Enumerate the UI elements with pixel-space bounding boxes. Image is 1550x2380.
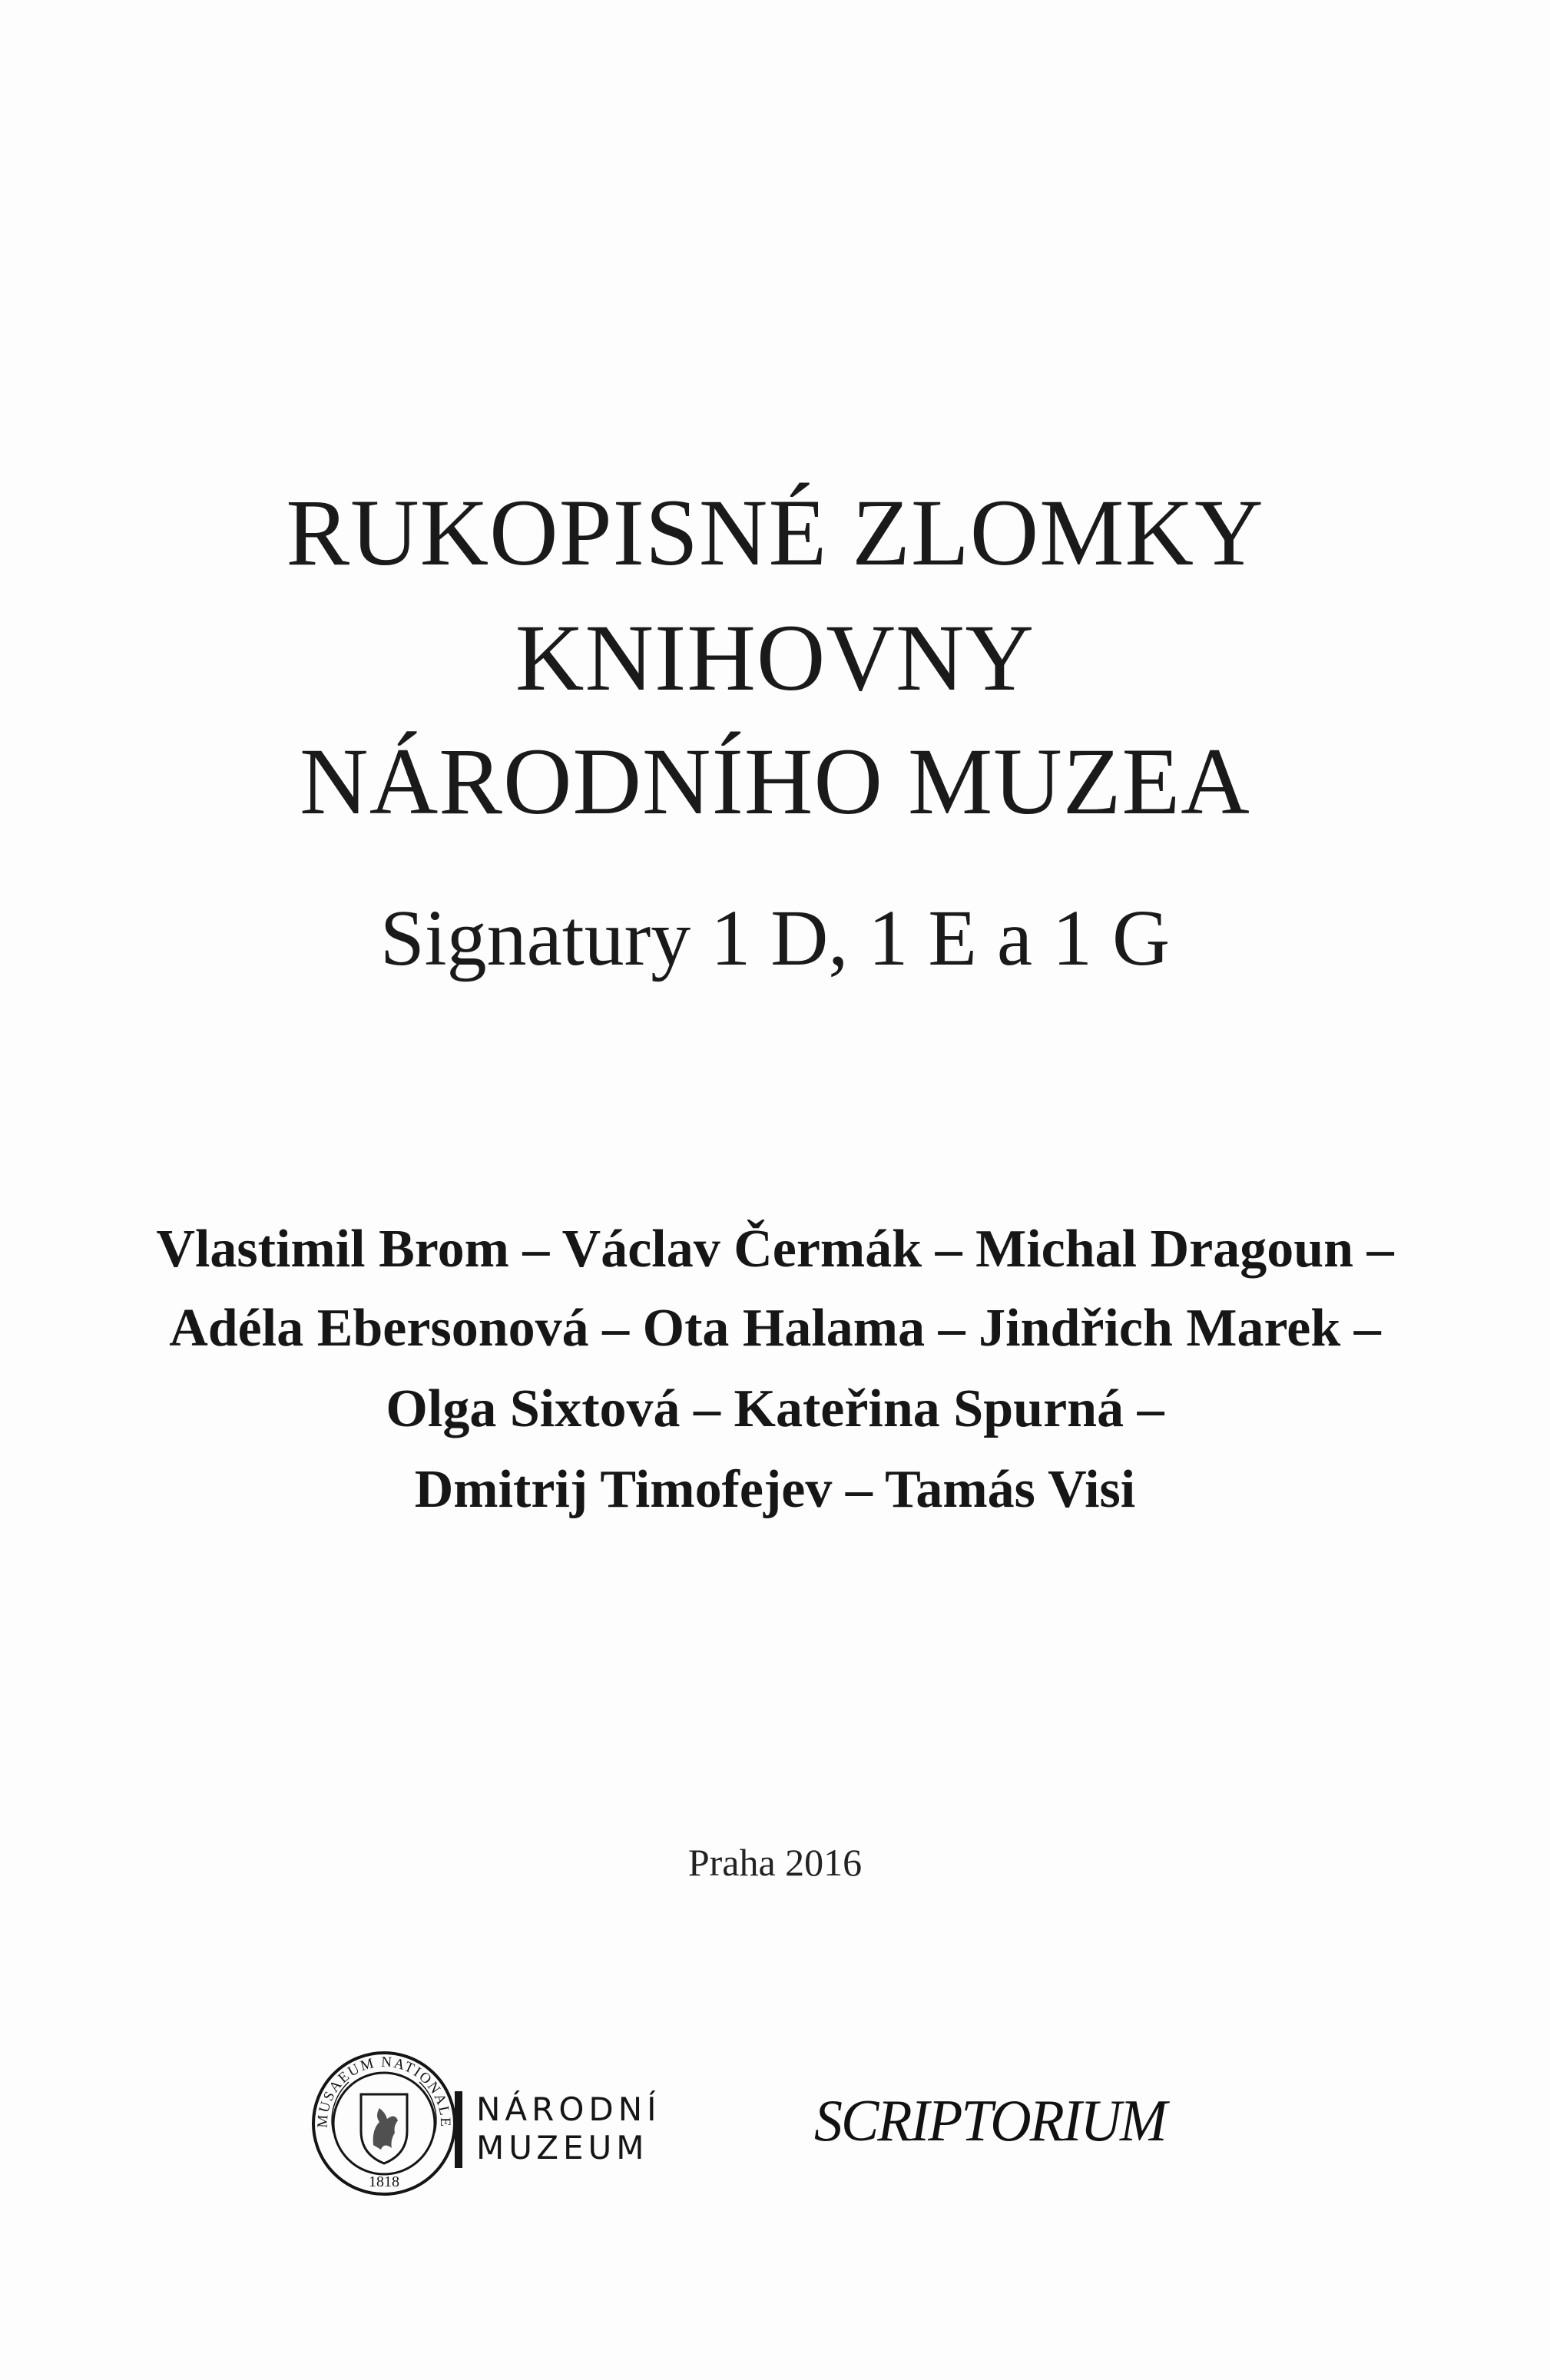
title-line-1: RUKOPISNÉ ZLOMKY — [286, 480, 1264, 585]
seal-text-top: MUSAEUM NATIONALE — [314, 2054, 454, 2129]
subtitle: Signatury 1 D, 1 E a 1 G — [379, 894, 1171, 982]
seal-year: 1818 — [369, 2173, 399, 2190]
authors-line-1: Vlastimil Brom – Václav Čermák – Michal Dragoun – — [156, 1220, 1394, 1279]
logo-divider-bar — [455, 2091, 462, 2168]
authors-line-3: Olga Sixtová – Kateřina Spurná – — [386, 1379, 1164, 1438]
title-line-3: NÁRODNÍHO MUZEA — [300, 729, 1250, 834]
museum-name-line-2: MUZEUM — [476, 2129, 649, 2166]
authors-line-4: Dmitrij Timofejev – Tamás Visi — [414, 1460, 1136, 1519]
imprint: Praha 2016 — [687, 1841, 863, 1884]
museum-seal-icon — [307, 2047, 461, 2200]
publisher-logo: SCRIPTORIUM — [814, 2087, 1166, 2155]
title-line-2: KNIHOVNY — [515, 605, 1035, 710]
museum-name-line-1: NÁRODNÍ — [476, 2090, 661, 2128]
authors-line-2: Adéla Ebersonová – Ota Halama – Jindřich Marek – — [169, 1299, 1381, 1358]
narodni-muzeum-logo — [307, 2047, 707, 2200]
